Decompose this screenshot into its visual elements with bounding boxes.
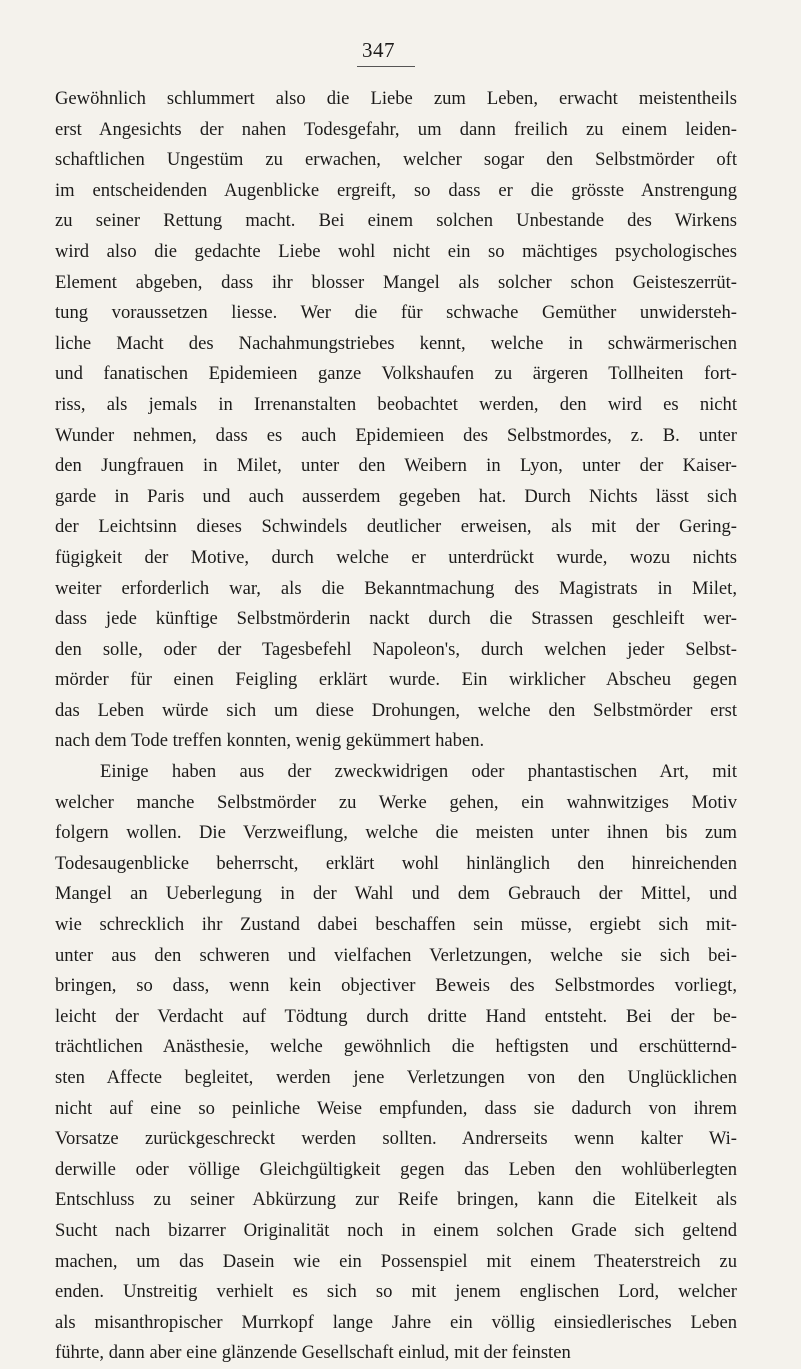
text-line: fügigkeit der Motive, durch welche er unterdrückt wurde, wozu nichts xyxy=(55,546,737,568)
text-line: Sucht nach bizarrer Originalität noch in einem solchen Grade sich geltend xyxy=(55,1219,737,1241)
text-line: machen, um das Dasein wie ein Possenspiel mit einem Theaterstreich zu xyxy=(55,1250,737,1272)
page-number-underline xyxy=(357,66,415,67)
text-line: Element abgeben, dass ihr blosser Mangel als solcher schon Geisteszerrüt- xyxy=(55,271,737,293)
text-line: dass jede künftige Selbstmörderin nackt durch die Strassen geschleift wer- xyxy=(55,608,737,630)
text-line: liche Macht des Nachahmungstriebes kennt, welche in schwärmerischen xyxy=(55,332,737,354)
text-line: Todesaugenblicke beherrscht, erklärt wohl hinlänglich den hinreichenden xyxy=(55,852,737,874)
text-line: sten Affecte begleitet, werden jene Verletzungen von den Unglücklichen xyxy=(55,1067,737,1088)
text-line: mörder für einen Feigling erklärt wurde. Ein wirklicher Abscheu gegen xyxy=(55,669,737,691)
text-line: unter aus den schweren und vielfachen Verletzungen, welche sie sich bei- xyxy=(55,944,737,966)
text-line: Wunder nehmen, dass es auch Epidemieen des Selbstmordes, z. B. unter xyxy=(55,424,737,446)
paragraph xyxy=(55,757,737,1369)
text-line: den solle, oder der Tagesbefehl Napoleon's, durch welchen jeder Selbst- xyxy=(55,638,737,660)
text-line: als misanthropischer Murrkopf lange Jahre ein völlig einsiedlerisches Leben xyxy=(55,1311,737,1333)
text-line: zu seiner Rettung macht. Bei einem solchen Unbestande des Wirkens xyxy=(55,210,737,232)
text-line: tung voraussetzen liesse. Wer die für schwache Gemüther unwidersteh- xyxy=(55,302,737,324)
text-line: welcher manche Selbstmörder zu Werke gehen, ein wahnwitziges Motiv xyxy=(55,791,737,813)
text-line: erst Angesichts der nahen Todesgefahr, um dann freilich zu einem leiden- xyxy=(55,118,737,140)
body-text xyxy=(55,84,737,1369)
paragraph xyxy=(55,84,737,757)
page-number: 347 xyxy=(362,38,395,62)
text-line: wie schrecklich ihr Zustand dabei beschaffen sein müsse, ergiebt sich mit- xyxy=(55,914,737,936)
text-line: garde in Paris und auch ausserdem gegeben hat. Durch Nichts lässt sich xyxy=(55,485,737,507)
text-line: das Leben würde sich um diese Drohungen, welche den Selbstmörder erst xyxy=(55,699,737,721)
text-line: derwille oder völlige Gleichgültigkeit gegen das Leben den wohlüberlegten xyxy=(55,1158,737,1180)
text-line: bringen, so dass, wenn kein objectiver Beweis des Selbstmordes vorliegt, xyxy=(55,975,737,997)
text-line: riss, als jemals in Irrenanstalten beobachtet werden, den wird es nicht xyxy=(55,393,737,415)
text-line: schaftlichen Ungestüm zu erwachen, welcher sogar den Selbstmörder oft xyxy=(55,149,737,171)
text-line: weiter erforderlich war, als die Bekanntmachung des Magistrats in Milet, xyxy=(55,577,737,599)
text-line: der Leichtsinn dieses Schwindels deutlicher erweisen, als mit der Gering- xyxy=(55,516,737,538)
text-line: Vorsatze zurückgeschreckt werden sollten. Andrerseits wenn kalter Wi- xyxy=(55,1128,737,1150)
text-line: wird also die gedachte Liebe wohl nicht ein so mächtiges psychologisches xyxy=(55,240,737,262)
text-line: und fanatischen Epidemieen ganze Volkshaufen zu ärgeren Tollheiten fort- xyxy=(55,363,737,385)
text-line: enden. Unstreitig verhielt es sich so mit jenem englischen Lord, welcher xyxy=(55,1281,737,1303)
text-line: Mangel an Ueberlegung in der Wahl und dem Gebrauch der Mittel, und xyxy=(55,883,737,905)
text-line: nach dem Tode treffen konnten, wenig gekümmert haben. xyxy=(55,730,485,752)
text-line: Entschluss zu seiner Abkürzung zur Reife bringen, kann die Eitelkeit als xyxy=(55,1189,737,1211)
text-line: im entscheidenden Augenblicke ergreift, so dass er die grösste Anstrengung xyxy=(55,179,737,201)
text-line: Einige haben aus der zweckwidrigen oder phantastischen Art, mit xyxy=(100,761,737,783)
text-line: leicht der Verdacht auf Tödtung durch dritte Hand entsteht. Bei der be- xyxy=(55,1005,737,1027)
text-line: trächtlichen Anästhesie, welche gewöhnlich die heftigsten und erschütternd- xyxy=(55,1036,737,1058)
text-line: führte, dann aber eine glänzende Gesellschaft einlud, mit der feinsten xyxy=(55,1342,571,1364)
text-line: nicht auf eine so peinliche Weise empfunden, dass sie dadurch von ihrem xyxy=(55,1097,737,1119)
text-line: Gewöhnlich schlummert also die Liebe zum Leben, erwacht meistentheils xyxy=(55,88,737,109)
text-line: den Jungfrauen in Milet, unter den Weibern in Lyon, unter der Kaiser- xyxy=(55,455,737,477)
text-line: folgern wollen. Die Verzweiflung, welche die meisten unter ihnen bis zum xyxy=(55,822,737,844)
